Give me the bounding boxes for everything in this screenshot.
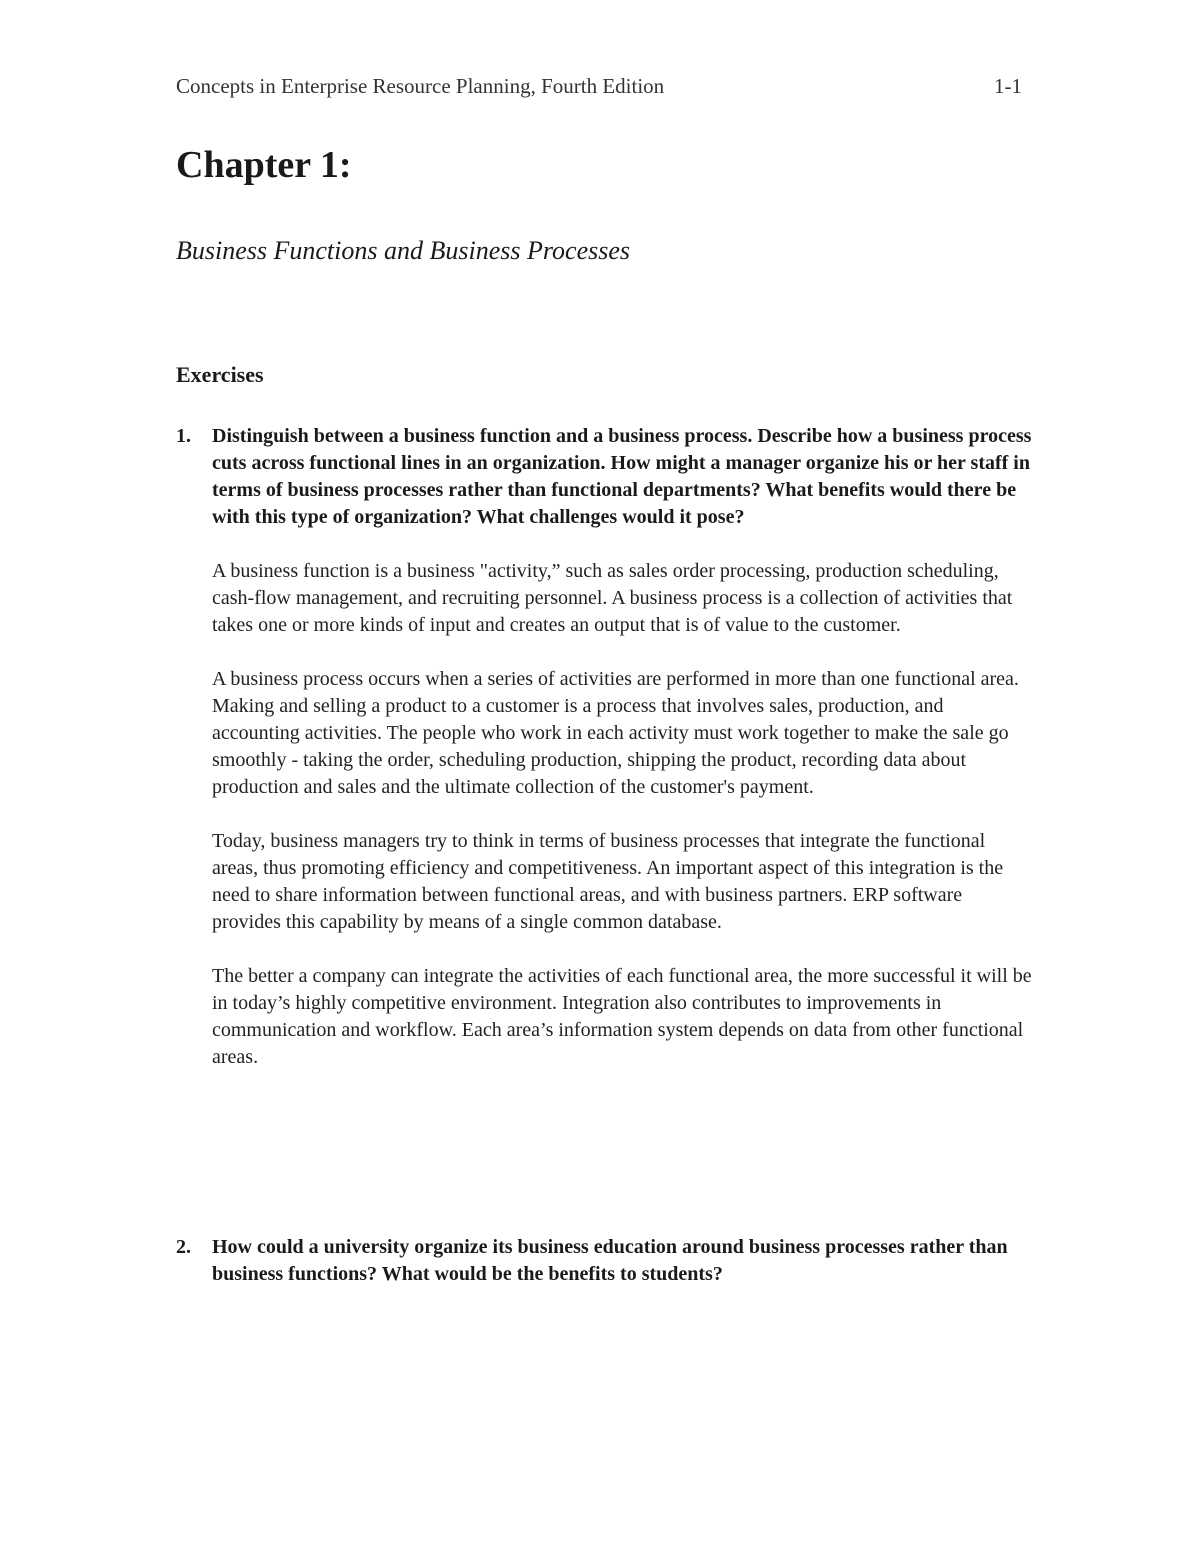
- exercise-question: Distinguish between a business function and a business process. Describe how a business process cuts across functional lines in an organization. How might a manager organize his or her staff in terms of business processes rather than functional departments? What benefits would there be with this type of organization? What challenges would it pose?: [212, 425, 1032, 528]
- book-title: Concepts in Enterprise Resource Planning, Fourth Edition: [176, 74, 665, 98]
- chapter-title: Chapter 1:: [176, 144, 352, 186]
- exercise-number: 2.: [176, 1236, 191, 1258]
- answer-paragraph: Today, business managers try to think in terms of business processes that integrate the functional areas, thus promoting efficiency and competitiveness. An important aspect of this integration is the need to share information between functional areas, and with business partners. ERP software provides this capability by means of a single common database.: [212, 830, 1004, 933]
- exercise-item: [176, 423, 1036, 1071]
- exercise-item: [176, 1234, 1036, 1288]
- chapter-subtitle: Business Functions and Business Processes: [176, 236, 630, 265]
- answer-paragraph: The better a company can integrate the activities of each functional area, the more successful it will be in today’s highly competitive environment. Integration also contributes to improvements in communication and workflow. Each area’s information system depends on data from other functional areas.: [212, 965, 1032, 1068]
- answer-paragraph: A business process occurs when a series of activities are performed in more than one functional area. Making and selling a product to a customer is a process that involves sales, production, and accounting activities. The people who work in each activity must work together to make the sale go smoothly - taking the order, scheduling production, shipping the product, recording data about production and sales and the ultimate collection of the customer's payment.: [212, 668, 1019, 798]
- exercise-question: How could a university organize its business education around business processes rather than business functions? What would be the benefits to students?: [212, 1236, 1008, 1285]
- page-number: 1-1: [994, 74, 1022, 98]
- answer-paragraph: A business function is a business "activity,” such as sales order processing, production scheduling, cash-flow management, and recruiting personnel. A business process is a collection of activities that takes one or more kinds of input and creates an output that is of value to the customer.: [212, 560, 1013, 636]
- section-heading: Exercises: [176, 362, 264, 387]
- running-header: [176, 73, 1022, 99]
- exercise-number: 1.: [176, 425, 191, 447]
